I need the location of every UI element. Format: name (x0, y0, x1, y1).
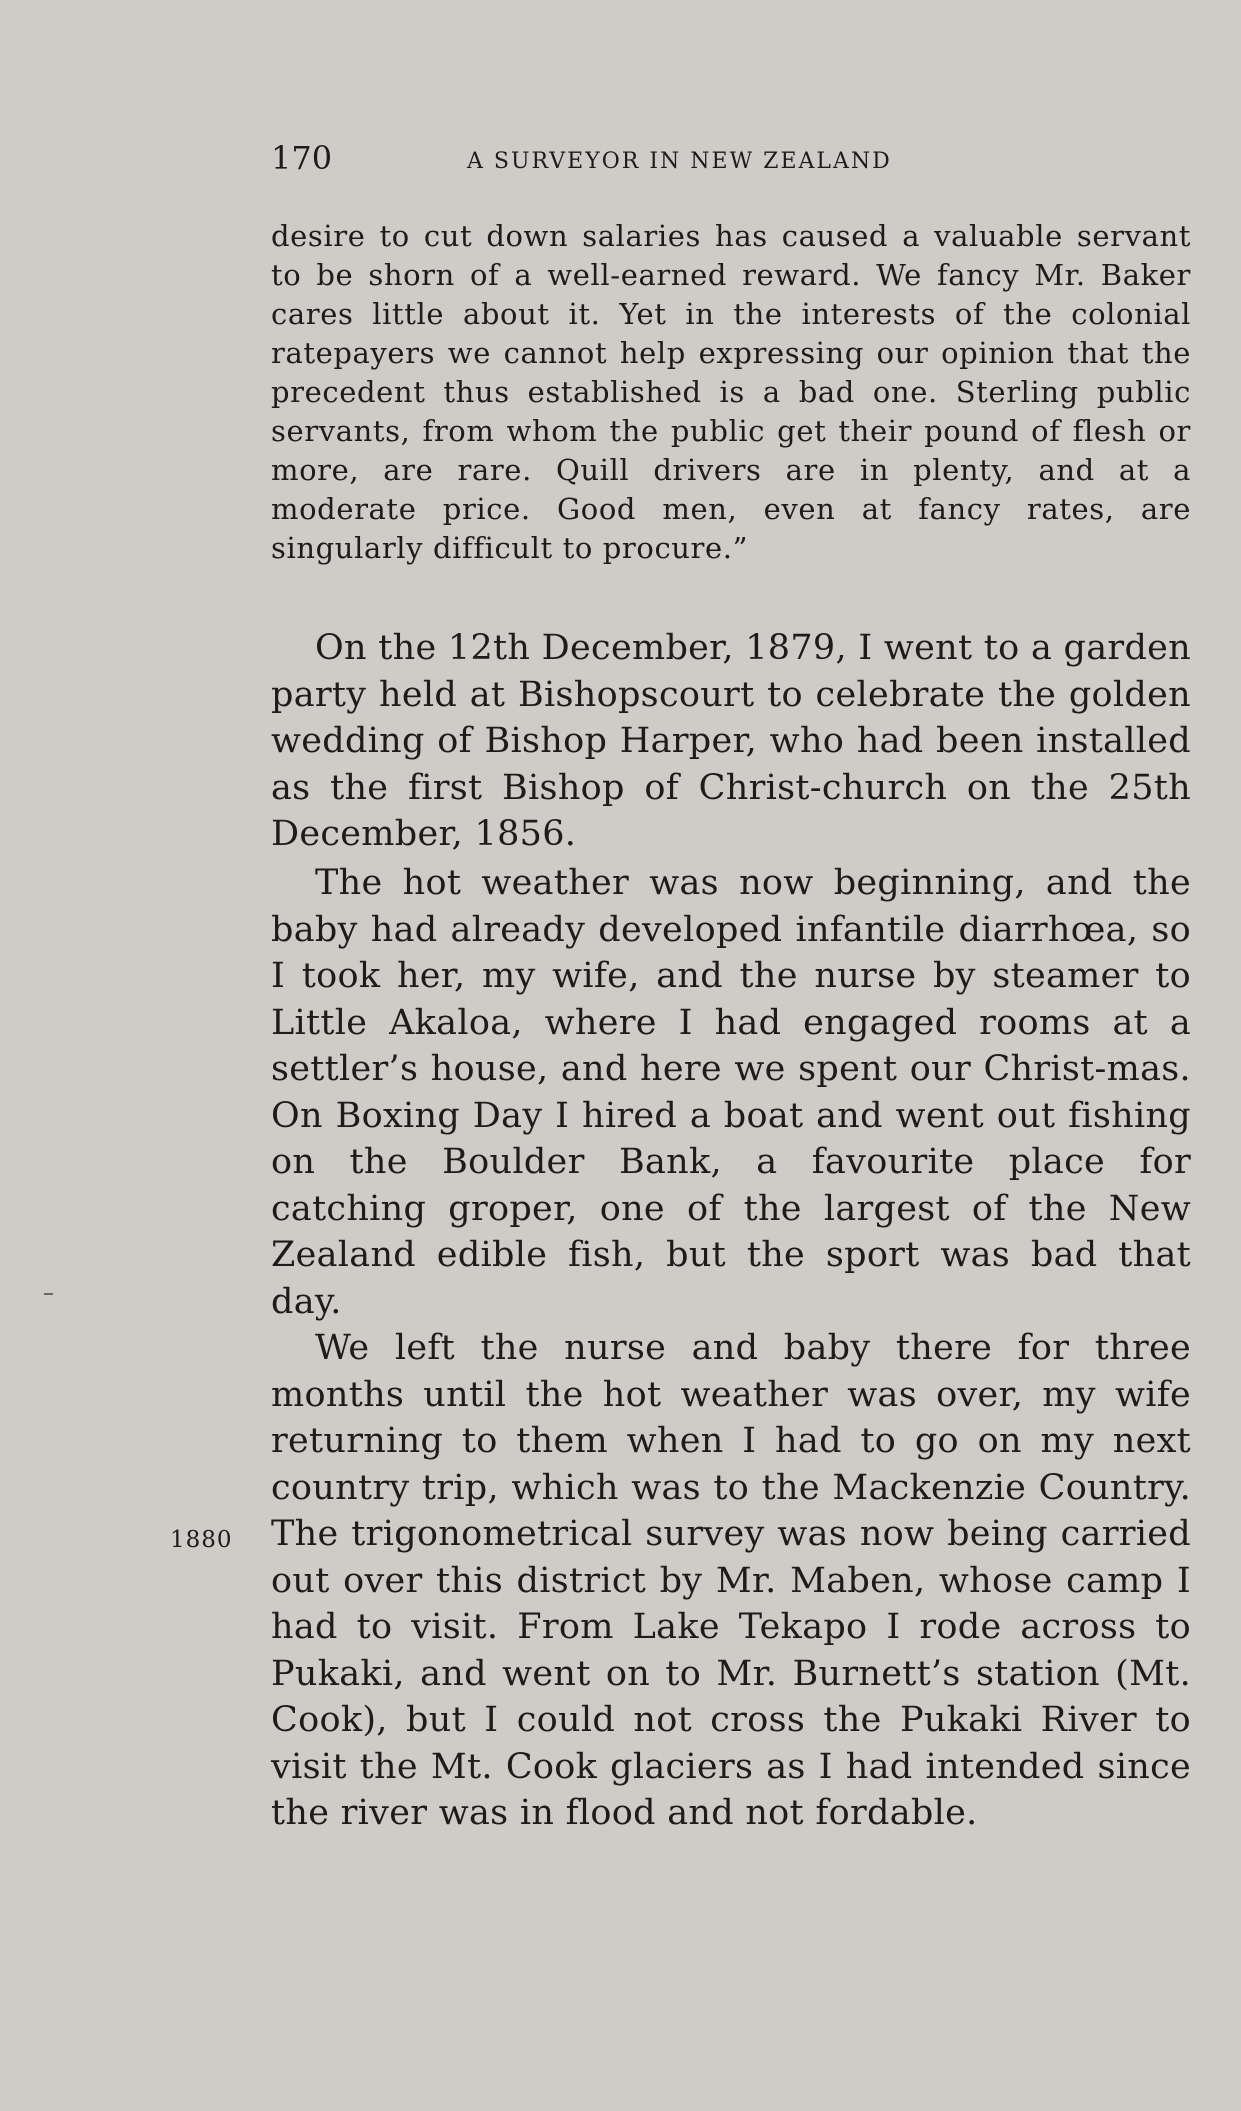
paragraph-mackenzie-country: We left the nurse and baby there for three months until the hot weather was over, my wife returning to them when I had to go on my next country trip, which was to the Mackenzie Country. The trigonometrical survey was now being carried out over this district by Mr. Maben, whose camp I had to visit. From Lake Tekapo I rode across to Pukaki, and went on to Mr. Burnett’s station (Mt. Cook), but I could not cross the Pukaki River to visit the Mt. Cook glaciers as I had intended since the river was in flood and not fordable. (271, 1328, 1191, 1833)
quoted-passage: desire to cut down salaries has caused a valuable servant to be shorn of a well-earned reward. We fancy Mr. Baker cares little about it. Yet in the interests of the colonial ratepayers we cannot help expressing our opinion that the precedent thus established is a bad one. Sterling public servants, from whom the public get their pound of flesh or more, are rare. Quill drivers are in plenty, and at a moderate price. Good men, even at fancy rates, are singularly difficult to procure.” (271, 219, 1191, 565)
page-speck (44, 1293, 53, 1295)
page-header (271, 138, 1191, 178)
margin-year-note: 1880 (170, 1527, 233, 1553)
running-title: A SURVEYOR IN NEW ZEALAND (467, 149, 892, 174)
paragraph-little-akaloa: The hot weather was now beginning, and the baby had already developed infantile diarrhœa, so I took her, my wife, and the nurse by steamer to Little Akaloa, where I had engaged rooms at a settler’s house, and here we spent our Christ-mas. On Boxing Day I hired a boat and went out fishing on the Boulder Bank, a favourite place for catching groper, one of the largest of the New Zealand edible fish, but the sport was bad that day. (271, 863, 1191, 1322)
page-number: 170 (271, 139, 333, 177)
paragraph-garden-party: On the 12th December, 1879, I went to a garden party held at Bishopscourt to celebrate the golden wedding of Bishop Harper, who had been installed as the first Bishop of Christ-church on the 25th December, 1856. (271, 628, 1191, 854)
